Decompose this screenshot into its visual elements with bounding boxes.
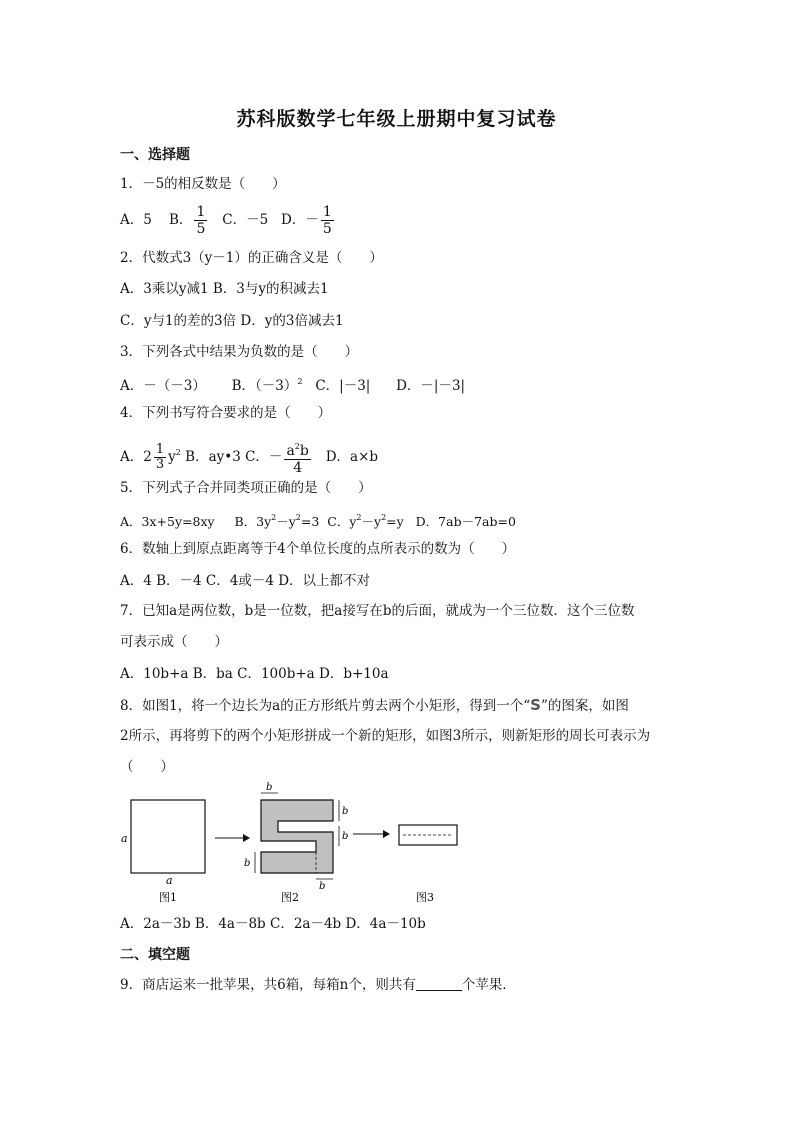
q1-option-c: C．－5	[222, 212, 269, 228]
q5-option-b: B．$3y^2-y^2=3$	[234, 513, 320, 529]
arrow-2-head	[383, 830, 390, 838]
q5-option-a: A．3x+5y=8xy	[120, 514, 215, 529]
q4-option-d: D．a×b	[325, 449, 379, 465]
question-8-figure	[115, 780, 475, 910]
fig2-caption: 图2	[281, 891, 299, 904]
q3-option-a: A．－（－3）	[120, 378, 206, 394]
question-7-stem-line1: 7．已知a是两位数，b是一位数，把a接写在b的后面，就成为一个三位数．这个三位数	[120, 603, 635, 619]
question-5-stem: 5．下列式子合并同类项正确的是（ ）	[120, 480, 372, 496]
fig2-label-b-right-1: b	[342, 806, 349, 817]
q1-d-fraction: $\frac{1}{5}$	[322, 204, 332, 237]
question-6-stem: 6．数轴上到原点距离等于4个单位长度的点所表示的数为（ ）	[120, 541, 516, 557]
question-7-options: A．10b+a B．ba C．100b+a D．b+10a	[120, 666, 389, 682]
q5-option-d: D．7ab－7ab=0	[415, 514, 516, 529]
question-2-options-cd: C．y与1的差的3倍 D．y的3倍减去1	[120, 313, 344, 329]
fig3-caption: 图3	[416, 891, 434, 904]
question-8-stem-line2: 2所示，再将剪下的两个小矩形拼成一个新的矩形，如图3所示，则新矩形的周长可表示为	[120, 728, 651, 744]
question-2-options-ab: A．3乘以y减1 B．3与y的积减去1	[120, 281, 329, 297]
question-4-stem: 4．下列书写符合要求的是（ ）	[120, 405, 332, 421]
question-8-options: A．2a－3b B．4a－8b C．2a－4b D．4a－10b	[120, 916, 426, 932]
section-heading-fill: 二、填空题	[120, 947, 190, 963]
answer-blank[interactable]	[416, 977, 462, 991]
arrow-1-head	[243, 834, 250, 842]
question-2-stem: 2．代数式3（y－1）的正确含义是（ ）	[120, 250, 383, 266]
question-8-stem-line1: 8．如图1，将一个边长为a的正方形纸片剪去两个小矩形，得到一个“S”的图案，如图	[120, 696, 629, 714]
s-shape-icon: S	[530, 696, 541, 714]
question-8-stem-line3: （ ）	[120, 759, 174, 775]
question-4-options	[120, 439, 378, 476]
page-title: 苏科版数学七年级上册期中复习试卷	[236, 108, 557, 130]
question-9: 9．商店运来一批苹果，共6箱，每箱n个，则共有 个苹果．	[120, 977, 516, 993]
question-6-options: A．4 B．－4 C．4或－4 D．以上都不对	[120, 573, 371, 589]
q1-option-a: A．5	[120, 212, 152, 228]
fig2-s-shape	[261, 800, 333, 873]
fig2-label-b-bottom: b	[319, 881, 326, 892]
q1-option-d: D．－	[281, 212, 319, 228]
fig2-label-b-left: b	[244, 858, 251, 869]
q4-a-fraction: $\frac{1}{3}$	[155, 442, 165, 472]
question-5-options	[120, 509, 516, 531]
question-1-options	[120, 204, 336, 237]
q3-option-b: B．$(-3)^2$	[231, 377, 303, 394]
fig2-label-b-right-2: b	[342, 831, 349, 842]
q3-option-d: D．－|－3|	[396, 378, 466, 394]
q1-b-fraction: $\frac{1}{5}$	[196, 204, 206, 237]
fig2-label-b-top: b	[266, 782, 273, 793]
q4-c-fraction: $\frac{a^2b}{4}$	[284, 439, 310, 476]
question-3-stem: 3．下列各式中结果为负数的是（ ）	[120, 344, 359, 360]
q5-option-c: C．$y^2-y^2=y$	[327, 513, 404, 529]
fig1-square	[131, 800, 205, 873]
section-heading-choice: 一、选择题	[120, 147, 190, 163]
question-7-stem-line2: 可表示成（ ）	[120, 634, 228, 650]
q4-option-a: A．2 $\frac{1}{3}$ $y^2$	[120, 442, 181, 472]
fig1-caption: 图1	[159, 891, 177, 904]
fig1-label-a-bottom: a	[166, 874, 173, 887]
q3-option-c: C．|－3|	[315, 378, 371, 394]
question-1-stem: 1．－5的相反数是（ ）	[120, 176, 286, 192]
q4-option-b: B．ay•3 C．－	[185, 449, 283, 465]
q1-option-b: B．	[169, 212, 193, 228]
question-3-options	[120, 373, 465, 395]
fig1-label-a-left: a	[121, 832, 128, 845]
